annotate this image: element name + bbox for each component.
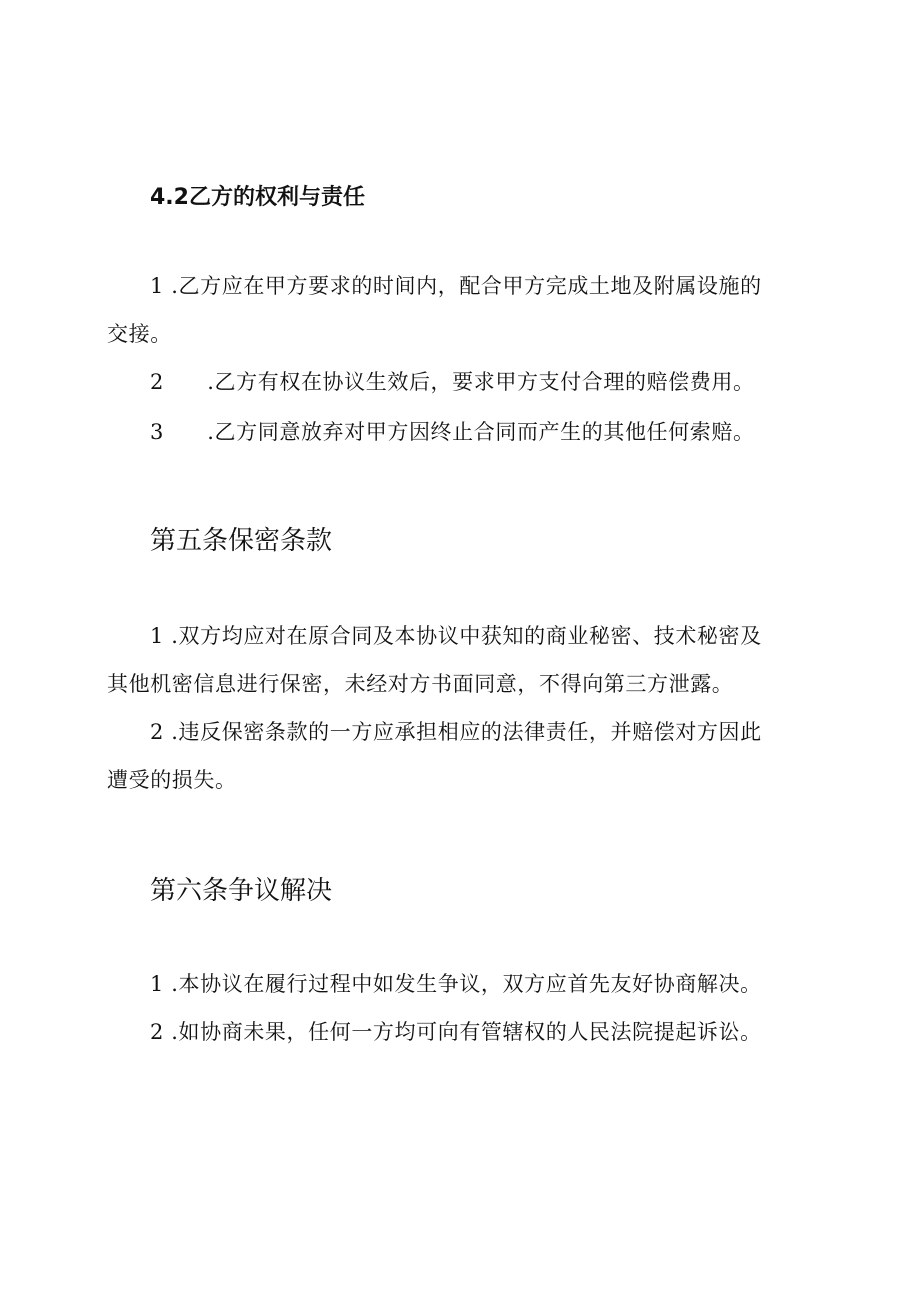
item-text: .本协议在履行过程中如发生争议，双方应首先友好协商解决。 — [171, 972, 762, 996]
item-text: .如协商未果，任何一方均可向有管辖权的人民法院提起诉讼。 — [171, 1020, 762, 1044]
item-text: .乙方应在甲方要求的时间内，配合甲方完成土地及附属设施的 — [171, 274, 762, 298]
item-number: 1 — [150, 274, 164, 298]
article-6-title: 第六条争议解决 — [150, 876, 333, 906]
section-4-2-item-2 — [150, 366, 755, 396]
item-text: .双方均应对在原合同及本协议中获知的商业秘密、技术秘密及 — [171, 624, 762, 648]
section-4-2-item-1 — [150, 270, 762, 300]
item-number: 2 — [150, 1020, 164, 1044]
item-number: 2 — [150, 370, 164, 394]
article-5-item-1 — [150, 620, 762, 650]
item-text: .乙方有权在协议生效后，要求甲方支付合理的赔偿费用。 — [207, 370, 755, 394]
article-5-item-2 — [150, 716, 762, 746]
article-5-title: 第五条保密条款 — [150, 526, 333, 556]
article-5-item-1-cont: 其他机密信息进行保密，未经对方书面同意，不得向第三方泄露。 — [107, 672, 734, 696]
item-number: 3 — [150, 420, 164, 444]
item-number: 1 — [150, 624, 164, 648]
section-4-2-title: 4.2乙方的权利与责任 — [150, 185, 365, 210]
item-number: 1 — [150, 972, 164, 996]
section-4-2-item-3 — [150, 416, 755, 446]
section-4-2-item-1-cont: 交接。 — [107, 322, 172, 346]
item-number: 2 — [150, 720, 164, 744]
article-6-item-2 — [150, 1016, 762, 1046]
item-text: .违反保密条款的一方应承担相应的法律责任，并赔偿对方因此 — [171, 720, 762, 744]
article-6-item-1 — [150, 968, 762, 998]
item-text: .乙方同意放弃对甲方因终止合同而产生的其他任何索赔。 — [207, 420, 755, 444]
article-5-item-2-cont: 遭受的损失。 — [107, 768, 237, 792]
